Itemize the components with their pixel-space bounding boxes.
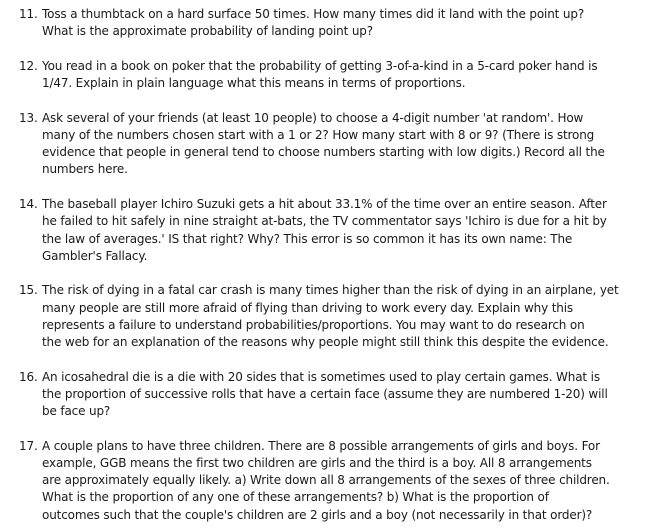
- problem-number: 16.: [19, 369, 38, 384]
- problem-number: 17.: [19, 438, 38, 453]
- problem-17: [0, 438, 671, 524]
- problem-number: 12.: [19, 58, 38, 73]
- problem-number: 11.: [19, 7, 38, 21]
- problem-text-line: represents a failure to understand probabilities/proportions. You may want to do research on: [42, 317, 585, 332]
- problem-text-line: 1/47. Explain in plain language what this means in terms of proportions.: [42, 76, 466, 91]
- problem-number: 15.: [19, 283, 38, 298]
- problem-text-line: numbers here.: [42, 162, 128, 177]
- problem-text-line: What is the proportion of any one of these arrangements? b) What is the proportion of: [42, 490, 549, 505]
- problem-14: [0, 196, 671, 265]
- problem-text-line: are approximately equally likely. a) Write down all 8 arrangements of the sexes of three children.: [42, 473, 610, 488]
- problem-text-line: outcomes such that the couple's children are 2 girls and a boy (not necessarily in that order)?: [42, 507, 593, 522]
- problem-text-line: The baseball player Ichiro Suzuki gets a hit about 33.1% of the time over an entire season. After: [42, 197, 607, 212]
- problem-text-line: You read in a book on poker that the probability of getting 3-of-a-kind in a 5-card poker hand is: [42, 58, 598, 73]
- problem-text-line: evidence that people in general tend to choose numbers starting with low digits.) Record all the: [42, 145, 605, 160]
- problem-text-line: Gambler's Fallacy.: [42, 248, 148, 263]
- problem-text-line: many of the numbers chosen start with a 1 or 2? How many start with 8 or 9? (There is strong: [42, 128, 595, 143]
- problem-12: [0, 58, 671, 92]
- problem-13: [0, 110, 671, 179]
- problem-text-line: Ask several of your friends (at least 10 people) to choose a 4-digit number 'at random'. How: [42, 110, 584, 125]
- problem-number: 14.: [19, 197, 38, 212]
- problem-11: [0, 6, 671, 40]
- problem-text-line: many people are still more afraid of flying than driving to work every day. Explain why this: [42, 300, 574, 315]
- problem-text-line: he failed to hit safely in nine straight at-bats, the TV commentator says 'Ichiro is due for a hit by: [42, 214, 607, 229]
- problem-list: [0, 6, 671, 524]
- problem-number: 13.: [19, 110, 38, 125]
- problem-15: [0, 282, 671, 351]
- problem-text-line: A couple plans to have three children. There are 8 possible arrangements of girls and boys. For: [42, 438, 600, 453]
- problem-text-line: example, GGB means the first two children are girls and the third is a boy. All 8 arrangements: [42, 456, 592, 471]
- problem-text-line: the law of averages.' IS that right? Why? This error is so common it has its own name: The: [42, 231, 573, 246]
- problem-16: [0, 369, 671, 421]
- problem-text-line: What is the approximate probability of landing point up?: [42, 24, 373, 39]
- problem-text-line: the proportion of successive rolls that have a certain face (assume they are numbered 1-20) will: [42, 386, 608, 401]
- problem-text-line: the web for an explanation of the reasons why people might still think this despite the evidence.: [42, 335, 609, 350]
- problem-text-line: An icosahedral die is a die with 20 sides that is sometimes used to play certain games. What is: [42, 369, 600, 384]
- problem-text-line: The risk of dying in a fatal car crash is many times higher than the risk of dying in an airplane, yet: [42, 283, 619, 298]
- problem-text-line: Toss a thumbtack on a hard surface 50 times. How many times did it land with the point up?: [42, 7, 585, 21]
- problem-text-line: be face up?: [42, 404, 111, 419]
